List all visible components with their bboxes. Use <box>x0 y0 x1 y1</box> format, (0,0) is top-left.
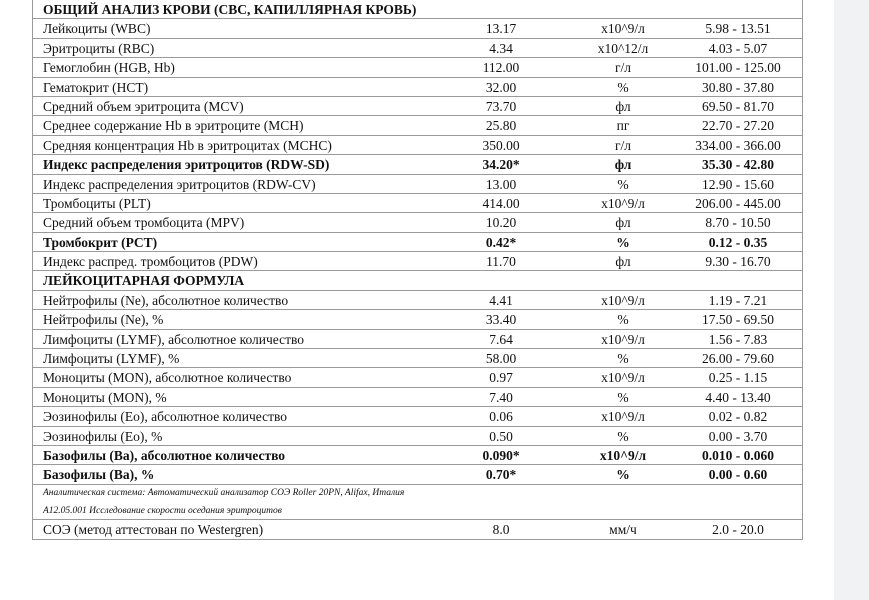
result-row <box>32 175 803 194</box>
result-row <box>32 465 803 484</box>
result-row <box>32 233 803 252</box>
test-unit: % <box>617 312 629 328</box>
result-row <box>32 39 803 58</box>
test-reference: 4.03 - 5.07 <box>708 40 768 56</box>
test-reference: 0.12 - 0.35 <box>708 234 768 250</box>
test-name: Гематокрит (HCT) <box>43 79 149 95</box>
test-name: Средний объем эритроцита (MCV) <box>43 98 244 114</box>
test-reference: 101.00 - 125.00 <box>695 60 781 76</box>
result-row <box>32 213 803 232</box>
test-name: Эозинофилы (Eo), % <box>43 428 163 444</box>
test-unit: фл <box>614 157 632 173</box>
test-value: 13.00 <box>485 176 517 192</box>
result-row <box>32 19 803 38</box>
test-unit: % <box>617 176 629 192</box>
result-row <box>32 194 803 213</box>
test-name: Лейкоциты (WBC) <box>43 21 151 37</box>
test-unit: фл <box>615 98 631 114</box>
test-name: Среднее содержание Hb в эритроците (MCH) <box>43 118 304 134</box>
test-reference: 334.00 - 366.00 <box>695 137 781 153</box>
test-name: Базофилы (Ba), % <box>43 467 155 483</box>
test-unit: x10^9/л <box>601 370 645 386</box>
test-unit: % <box>617 389 629 405</box>
test-reference: 0.02 - 0.82 <box>708 409 768 425</box>
test-value: 10.20 <box>485 215 517 231</box>
result-row <box>32 291 803 310</box>
test-reference: 69.50 - 81.70 <box>702 98 774 114</box>
test-reference: 1.56 - 7.83 <box>708 331 768 347</box>
test-reference: 1.19 - 7.21 <box>708 292 768 308</box>
test-value: 13.17 <box>485 21 517 37</box>
result-row <box>32 252 803 271</box>
result-row <box>32 330 803 349</box>
test-value: 0.06 <box>489 409 513 425</box>
test-name: Гемоглобин (HGB, Hb) <box>43 60 175 76</box>
test-unit: x10^12/л <box>597 40 649 56</box>
test-reference: 0.00 - 0.60 <box>708 467 768 483</box>
test-unit: % <box>616 234 630 250</box>
section-title: ОБЩИЙ АНАЛИЗ КРОВИ (CBC, КАПИЛЛЯРНАЯ КРОВЬ) <box>43 2 417 17</box>
test-unit: x10^9/л <box>601 21 645 37</box>
test-value: 4.34 <box>489 40 513 56</box>
test-reference: 0.010 - 0.060 <box>702 447 774 463</box>
test-unit: г/л <box>614 60 632 76</box>
test-value: 58.00 <box>485 351 517 367</box>
test-name: Эозинофилы (Eo), абсолютное количество <box>43 409 288 425</box>
test-name: Лимфоциты (LYMF), абсолютное количество <box>43 331 305 347</box>
test-reference: 2.0 - 20.0 <box>712 521 764 537</box>
result-row <box>32 97 803 116</box>
test-name: Индекс распределения эритроцитов (RDW-SD) <box>43 157 330 173</box>
test-value: 73.70 <box>485 98 517 114</box>
lab-results-sheet <box>32 0 803 540</box>
result-row <box>32 116 803 135</box>
test-unit: x10^9/л <box>601 409 645 425</box>
result-row <box>32 427 803 446</box>
test-reference: 0.00 - 3.70 <box>708 428 768 444</box>
result-row <box>32 349 803 368</box>
test-value: 25.80 <box>485 118 517 134</box>
test-reference: 206.00 - 445.00 <box>695 195 781 211</box>
test-unit: фл <box>615 215 631 231</box>
test-value: 34.20* <box>482 157 520 173</box>
test-unit: г/л <box>614 137 632 153</box>
result-row <box>32 78 803 97</box>
test-unit: x10^9/л <box>599 447 647 463</box>
test-name: Лимфоциты (LYMF), % <box>43 351 180 367</box>
test-value: 32.00 <box>485 79 517 95</box>
test-reference: 26.00 - 79.60 <box>702 351 774 367</box>
test-unit: x10^9/л <box>601 331 645 347</box>
result-row <box>32 136 803 155</box>
result-row <box>32 368 803 387</box>
result-row <box>32 446 803 465</box>
test-value: 0.50 <box>489 428 513 444</box>
analyzer-note <box>32 485 803 503</box>
test-reference: 12.90 - 15.60 <box>702 176 774 192</box>
section-title: ЛЕЙКОЦИТАРНАЯ ФОРМУЛА <box>43 273 245 289</box>
test-value: 0.97 <box>489 370 513 386</box>
right-margin-strip <box>834 0 869 600</box>
test-value: 33.40 <box>485 312 517 328</box>
test-name: Моноциты (MON), % <box>43 389 167 405</box>
test-value: 350.00 <box>482 137 520 153</box>
section-header-diff <box>32 271 803 290</box>
test-name: Индекс распределения эритроцитов (RDW-CV) <box>43 176 316 192</box>
test-unit: % <box>617 79 629 95</box>
test-reference: 9.30 - 16.70 <box>705 254 771 270</box>
test-name: Тромбоциты (PLT) <box>43 195 151 211</box>
method-note <box>32 503 803 519</box>
test-value: 7.40 <box>489 389 513 405</box>
test-unit: x10^9/л <box>601 292 645 308</box>
test-name: Базофилы (Ba), абсолютное количество <box>43 447 286 463</box>
test-name: Индекс распред. тромбоцитов (PDW) <box>43 254 258 270</box>
test-unit: x10^9/л <box>601 195 645 211</box>
test-name: Нейтрофилы (Ne), % <box>43 312 164 328</box>
test-reference: 17.50 - 69.50 <box>702 312 774 328</box>
test-name: Моноциты (MON), абсолютное количество <box>43 370 292 386</box>
test-value: 7.64 <box>489 331 513 347</box>
result-row <box>32 388 803 407</box>
test-value: 0.090* <box>482 447 520 463</box>
test-unit: мм/ч <box>609 521 637 537</box>
esr-row <box>32 519 803 540</box>
test-unit: % <box>616 467 630 483</box>
result-row <box>32 155 803 174</box>
test-reference: 30.80 - 37.80 <box>702 79 774 95</box>
test-name: Нейтрофилы (Ne), абсолютное количество <box>43 292 289 308</box>
test-value: 0.70* <box>485 467 517 483</box>
section-header-cbc <box>32 0 803 19</box>
test-name: СОЭ (метод аттестован по Westergren) <box>43 521 264 537</box>
test-unit: пг <box>616 118 630 134</box>
result-row <box>32 310 803 329</box>
test-reference: 22.70 - 27.20 <box>702 118 774 134</box>
test-unit: фл <box>615 254 631 270</box>
test-unit: % <box>617 351 629 367</box>
note-text: А12.05.001 Исследование скорости оседания эритроцитов <box>43 505 282 516</box>
test-name: Тромбокрит (PCT) <box>43 234 158 250</box>
test-value: 11.70 <box>486 254 516 270</box>
test-name: Эритроциты (RBC) <box>43 40 155 56</box>
test-reference: 8.70 - 10.50 <box>705 215 771 231</box>
test-name: Средний объем тромбоцита (MPV) <box>43 215 245 231</box>
test-value: 414.00 <box>482 195 520 211</box>
result-row <box>32 407 803 426</box>
test-reference: 4.40 - 13.40 <box>705 389 771 405</box>
test-value: 112.00 <box>482 60 520 76</box>
test-value: 0.42* <box>485 234 517 250</box>
result-row <box>32 58 803 77</box>
note-text: Аналитическая система: Автоматический анализатор СОЭ Roller 20PN, Alifax, Италия <box>43 487 405 498</box>
cbc-table <box>32 19 803 271</box>
test-value: 8.0 <box>492 521 510 537</box>
test-reference: 35.30 - 42.80 <box>702 157 774 173</box>
differential-table <box>32 291 803 485</box>
test-unit: % <box>617 428 629 444</box>
test-reference: 5.98 - 13.51 <box>705 21 771 37</box>
test-value: 4.41 <box>489 292 513 308</box>
test-reference: 0.25 - 1.15 <box>708 370 768 386</box>
test-name: Средняя концентрация Hb в эритроцитах (MCHC) <box>43 137 332 153</box>
